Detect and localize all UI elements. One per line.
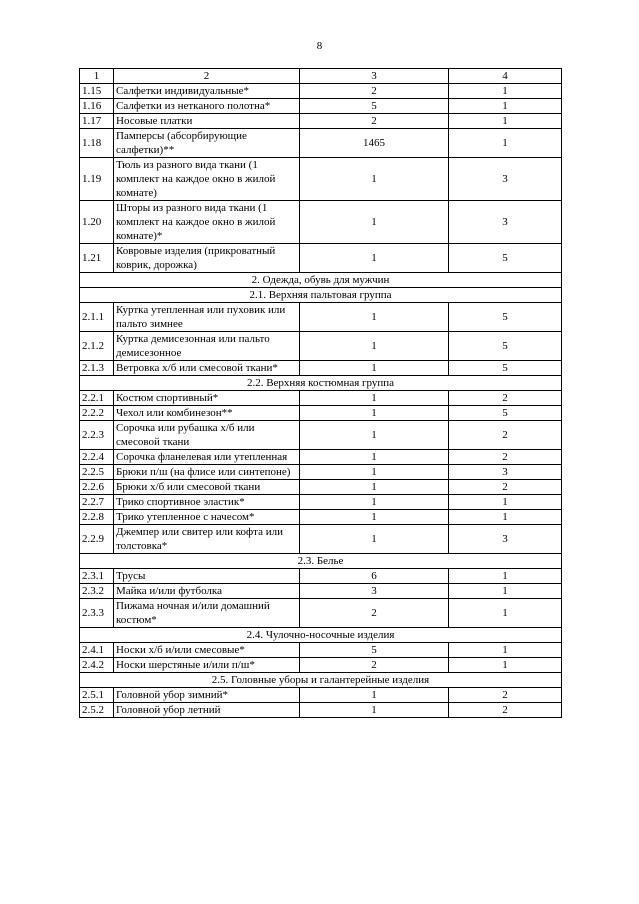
item-term: 2	[449, 450, 562, 465]
item-term: 1	[449, 495, 562, 510]
item-code: 2.3.1	[80, 569, 114, 584]
norms-table	[79, 68, 562, 718]
section-title: 2.2. Верхняя костюмная группа	[80, 376, 562, 391]
item-term: 1	[449, 584, 562, 599]
item-term: 3	[449, 525, 562, 554]
item-quantity: 1	[300, 158, 449, 201]
item-code: 1.16	[80, 99, 114, 114]
item-term: 1	[449, 129, 562, 158]
table-row	[80, 421, 562, 450]
section-row	[80, 628, 562, 643]
table-row	[80, 84, 562, 99]
item-name: Ковровые изделия (прикроватный коврик, дорожка)	[114, 244, 300, 273]
item-term: 2	[449, 703, 562, 718]
table-row	[80, 99, 562, 114]
item-quantity: 1	[300, 391, 449, 406]
section-title: 2.5. Головные уборы и галантерейные изделия	[80, 673, 562, 688]
table-row	[80, 480, 562, 495]
item-name: Трико спортивное эластик*	[114, 495, 300, 510]
item-quantity: 5	[300, 643, 449, 658]
item-quantity: 5	[300, 99, 449, 114]
table-row	[80, 584, 562, 599]
table-row	[80, 495, 562, 510]
item-quantity: 1	[300, 450, 449, 465]
item-code: 2.2.3	[80, 421, 114, 450]
table-row	[80, 332, 562, 361]
item-name: Тюль из разного вида ткани (1 комплект на каждое окно в жилой комнате)	[114, 158, 300, 201]
item-code: 2.2.4	[80, 450, 114, 465]
header-col-1: 1	[80, 69, 114, 84]
item-name: Головной убор зимний*	[114, 688, 300, 703]
item-code: 1.18	[80, 129, 114, 158]
item-name: Головной убор летний	[114, 703, 300, 718]
item-name: Трико утепленное с начесом*	[114, 510, 300, 525]
header-col-3: 3	[300, 69, 449, 84]
item-quantity: 1	[300, 303, 449, 332]
table-row	[80, 688, 562, 703]
item-quantity: 3	[300, 584, 449, 599]
item-quantity: 2	[300, 599, 449, 628]
item-quantity: 1	[300, 525, 449, 554]
item-name: Ветровка х/б или смесовой ткани*	[114, 361, 300, 376]
item-name: Костюм спортивный*	[114, 391, 300, 406]
item-quantity: 1	[300, 703, 449, 718]
table-row	[80, 158, 562, 201]
item-quantity: 1	[300, 688, 449, 703]
item-name: Салфетки из нетканого полотна*	[114, 99, 300, 114]
item-code: 2.1.1	[80, 303, 114, 332]
item-name: Носовые платки	[114, 114, 300, 129]
item-name: Чехол или комбинезон**	[114, 406, 300, 421]
item-term: 5	[449, 332, 562, 361]
item-quantity: 1	[300, 421, 449, 450]
table-row	[80, 599, 562, 628]
item-code: 2.2.8	[80, 510, 114, 525]
item-term: 2	[449, 421, 562, 450]
header-col-2: 2	[114, 69, 300, 84]
section-row	[80, 288, 562, 303]
item-code: 2.2.5	[80, 465, 114, 480]
item-quantity: 1	[300, 480, 449, 495]
item-code: 2.1.2	[80, 332, 114, 361]
page-number: 8	[316, 40, 323, 52]
item-code: 2.5.1	[80, 688, 114, 703]
item-quantity: 1465	[300, 129, 449, 158]
item-term: 5	[449, 406, 562, 421]
table-row	[80, 114, 562, 129]
item-term: 5	[449, 244, 562, 273]
item-term: 1	[449, 658, 562, 673]
table-row	[80, 406, 562, 421]
item-quantity: 1	[300, 510, 449, 525]
item-quantity: 1	[300, 332, 449, 361]
item-term: 1	[449, 99, 562, 114]
item-quantity: 2	[300, 84, 449, 99]
item-term: 3	[449, 158, 562, 201]
table-row	[80, 569, 562, 584]
item-code: 2.2.7	[80, 495, 114, 510]
table-row	[80, 465, 562, 480]
table-row	[80, 361, 562, 376]
item-term: 1	[449, 114, 562, 129]
table-row	[80, 303, 562, 332]
item-code: 2.2.6	[80, 480, 114, 495]
item-quantity: 1	[300, 465, 449, 480]
item-code: 1.15	[80, 84, 114, 99]
item-name: Трусы	[114, 569, 300, 584]
item-term: 1	[449, 569, 562, 584]
section-title: 2. Одежда, обувь для мужчин	[80, 273, 562, 288]
item-code: 2.2.2	[80, 406, 114, 421]
table-row	[80, 450, 562, 465]
item-name: Джемпер или свитер или кофта или толстовка*	[114, 525, 300, 554]
item-quantity: 1	[300, 406, 449, 421]
item-code: 1.17	[80, 114, 114, 129]
item-term: 1	[449, 84, 562, 99]
table-row	[80, 658, 562, 673]
item-quantity: 1	[300, 201, 449, 244]
table-row	[80, 525, 562, 554]
item-name: Шторы из разного вида ткани (1 комплект на каждое окно в жилой комнате)*	[114, 201, 300, 244]
item-name: Сорочка или рубашка х/б или смесовой ткани	[114, 421, 300, 450]
item-code: 2.2.9	[80, 525, 114, 554]
item-name: Носки х/б и/или смесовые*	[114, 643, 300, 658]
table-row	[80, 391, 562, 406]
table-row	[80, 643, 562, 658]
table-row	[80, 129, 562, 158]
section-title: 2.4. Чулочно-носочные изделия	[80, 628, 562, 643]
section-title: 2.1. Верхняя пальтовая группа	[80, 288, 562, 303]
section-title: 2.3. Белье	[80, 554, 562, 569]
item-name: Сорочка фланелевая или утепленная	[114, 450, 300, 465]
table-row	[80, 244, 562, 273]
item-quantity: 6	[300, 569, 449, 584]
item-code: 1.19	[80, 158, 114, 201]
section-row	[80, 273, 562, 288]
item-name: Куртка утепленная или пуховик или пальто зимнее	[114, 303, 300, 332]
header-col-4: 4	[449, 69, 562, 84]
item-code: 2.5.2	[80, 703, 114, 718]
item-term: 3	[449, 465, 562, 480]
item-term: 2	[449, 480, 562, 495]
table-row	[80, 201, 562, 244]
item-code: 2.4.2	[80, 658, 114, 673]
item-name: Куртка демисезонная или пальто демисезонное	[114, 332, 300, 361]
item-name: Пижама ночная и/или домашний костюм*	[114, 599, 300, 628]
item-name: Брюки п/ш (на флисе или синтепоне)	[114, 465, 300, 480]
item-term: 1	[449, 599, 562, 628]
item-code: 2.3.2	[80, 584, 114, 599]
item-name: Майка и/или футболка	[114, 584, 300, 599]
item-code: 1.21	[80, 244, 114, 273]
section-row	[80, 673, 562, 688]
item-quantity: 2	[300, 658, 449, 673]
item-code: 2.2.1	[80, 391, 114, 406]
item-term: 5	[449, 303, 562, 332]
item-term: 5	[449, 361, 562, 376]
section-row	[80, 554, 562, 569]
table-row	[80, 703, 562, 718]
item-code: 1.20	[80, 201, 114, 244]
item-quantity: 2	[300, 114, 449, 129]
section-row	[80, 376, 562, 391]
table-body	[80, 84, 562, 718]
table-header-row	[80, 69, 562, 84]
item-name: Брюки х/б или смесовой ткани	[114, 480, 300, 495]
item-quantity: 1	[300, 495, 449, 510]
item-term: 3	[449, 201, 562, 244]
item-term: 2	[449, 391, 562, 406]
item-code: 2.1.3	[80, 361, 114, 376]
item-quantity: 1	[300, 361, 449, 376]
table-row	[80, 510, 562, 525]
item-term: 2	[449, 688, 562, 703]
item-code: 2.4.1	[80, 643, 114, 658]
item-name: Памперсы (абсорбирующие салфетки)**	[114, 129, 300, 158]
item-term: 1	[449, 510, 562, 525]
item-name: Носки шерстяные и/или п/ш*	[114, 658, 300, 673]
item-quantity: 1	[300, 244, 449, 273]
item-code: 2.3.3	[80, 599, 114, 628]
item-term: 1	[449, 643, 562, 658]
item-name: Салфетки индивидуальные*	[114, 84, 300, 99]
